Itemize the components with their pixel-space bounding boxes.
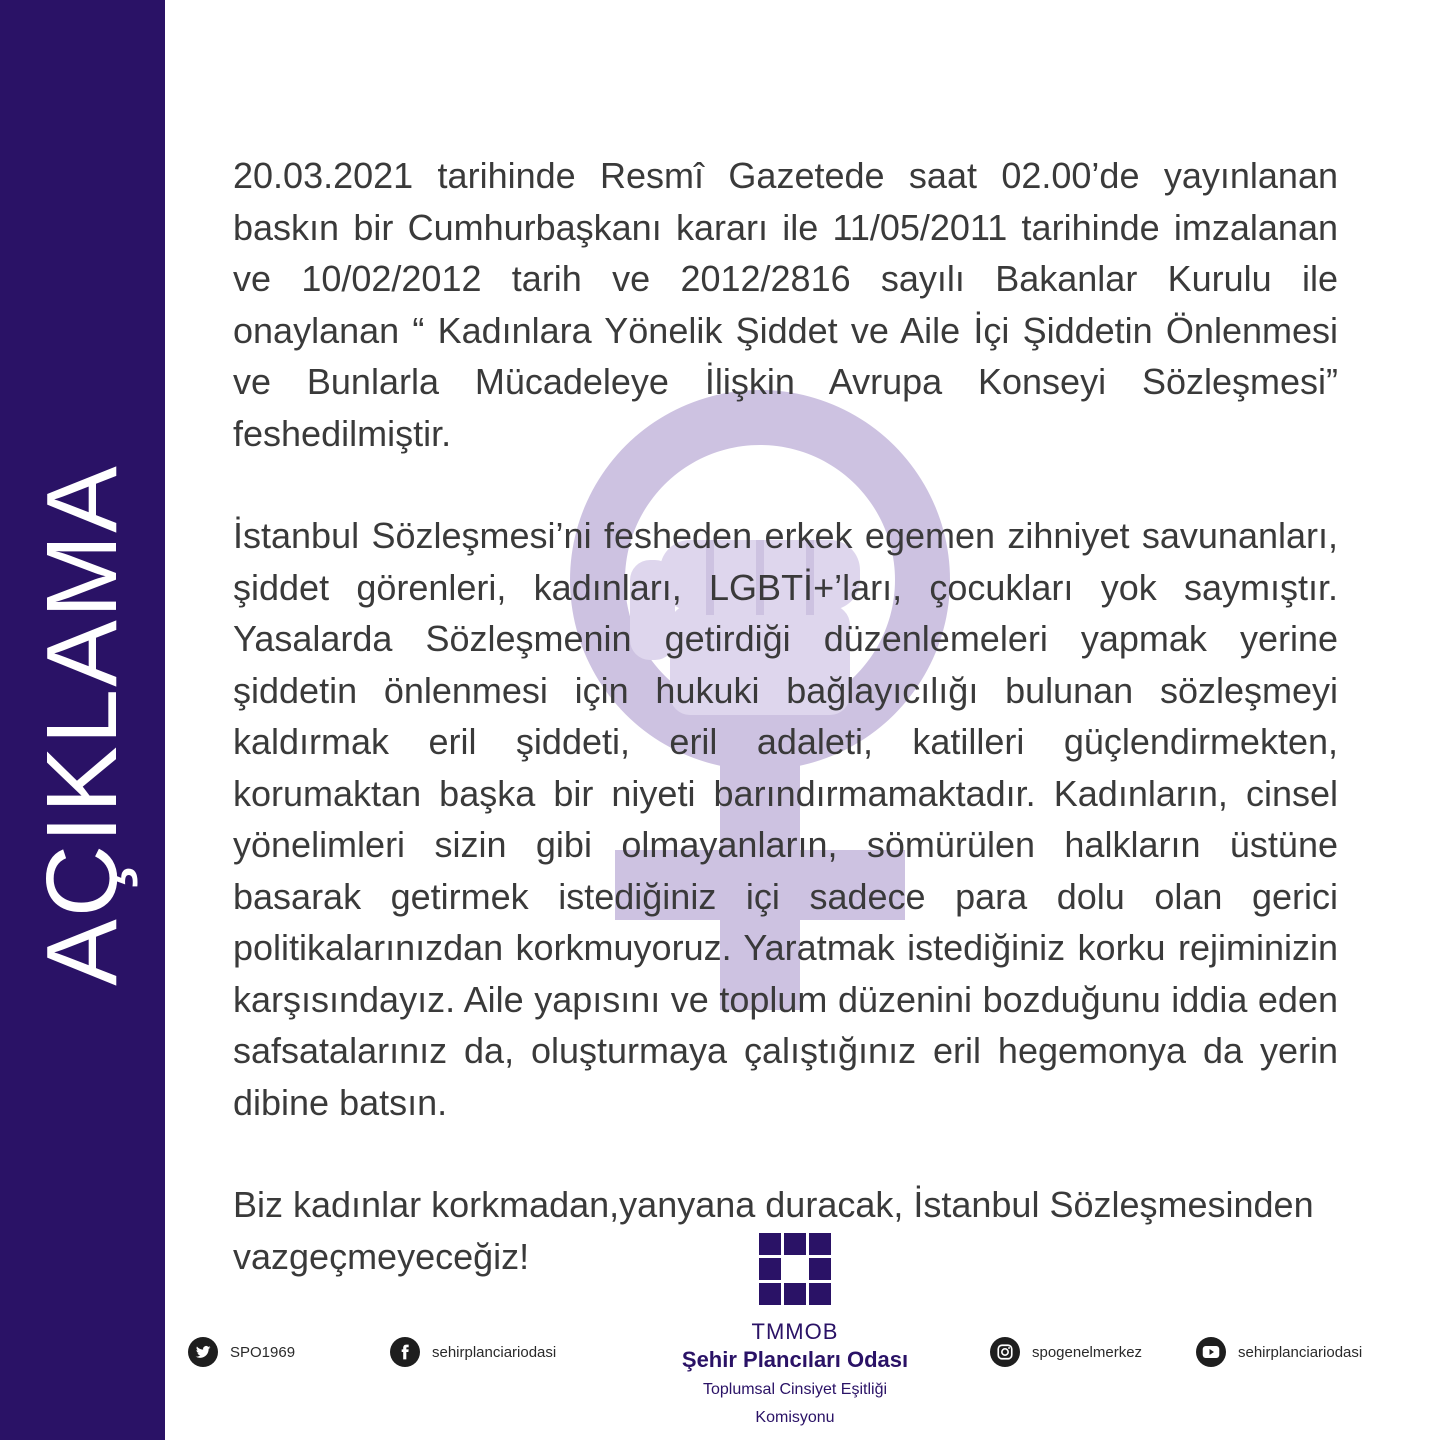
social-handle: SPO1969 bbox=[230, 1343, 296, 1361]
statement-body bbox=[233, 150, 1338, 1282]
statement-paragraph: İstanbul Sözleşmesi’ni fesheden erkek egemen zihniyet savunanları, şiddet görenleri, kadınları, LGBTİ+’ları, çocukları yok saymıştır. Yasalarda Sözleşmenin getirdiği düzenlemeleri yapmak yerine şiddetin önlenmesi için hukuki bağlayıcılığı bulunan sözleşmeyi kaldırmak eril şiddeti, eril adaleti, katilleri güçlendirmekten, korumaktan başka bir niyeti barındırmamaktadır. Kadınların, cinsel yönelimleri sizin gibi olmayanların, sömürülen halkların üstüne basarak getirmek istediğiniz içi sadece para dolu olan gerici politikalarınızdan korkmuyoruz. Yaratmak istediğiniz korku rejiminizin karşısındayız. Aile yapısını ve toplum düzenini bozduğunu iddia eden safsatalarınız da, oluşturmaya çalıştığınız eril hegemonya da yerin dibine batsın. bbox=[233, 515, 1338, 1123]
logo-committee-line: Toplumsal Cinsiyet Eşitliği bbox=[702, 1381, 888, 1398]
facebook-icon bbox=[390, 1337, 420, 1367]
youtube-icon bbox=[1196, 1337, 1226, 1367]
closing-line: Biz kadınlar korkmadan,yanyana duracak, İstanbul Sözleşmesinden bbox=[233, 1184, 1314, 1225]
social-twitter[interactable] bbox=[188, 1337, 295, 1367]
social-youtube[interactable] bbox=[1196, 1337, 1362, 1367]
spo-logo-mark-icon bbox=[759, 1233, 831, 1305]
instagram-icon bbox=[990, 1337, 1020, 1367]
social-handle: sehirplanciariodasi bbox=[1238, 1343, 1363, 1361]
social-handle: spogenelmerkez bbox=[1032, 1343, 1143, 1361]
twitter-icon bbox=[188, 1337, 218, 1367]
social-instagram[interactable] bbox=[990, 1337, 1142, 1367]
closing-line: vazgeçmeyeceğiz! bbox=[233, 1235, 530, 1277]
logo-committee-line: Komisyonu bbox=[755, 1409, 835, 1426]
sidebar-band bbox=[0, 0, 165, 1440]
social-facebook[interactable] bbox=[390, 1337, 556, 1367]
organization-logo bbox=[660, 1233, 930, 1429]
social-handle: sehirplanciariodasi bbox=[432, 1343, 557, 1361]
logo-acronym: TMMOB bbox=[751, 1319, 839, 1344]
logo-org-name: Şehir Plancıları Odası bbox=[681, 1347, 909, 1372]
sidebar-title: AÇIKLAMA bbox=[26, 464, 138, 986]
statement-paragraph: 20.03.2021 tarihinde Resmî Gazetede saat 02.00’de yayınlanan baskın bir Cumhurbaşkanı kararı ile 11/05/2011 tarihinde imzalanan ve 10/02/2012 tarih ve 2012/2816 sayılı Bakanlar Kurulu ile onaylanan “ Kadınlara Yönelik Şiddet ve Aile İçi Şiddetin Önlenmesi ve Bunlarla Mücadeleye İlişkin Avrupa Konseyi Sözleşmesi” feshedilmiştir. bbox=[233, 155, 1338, 454]
